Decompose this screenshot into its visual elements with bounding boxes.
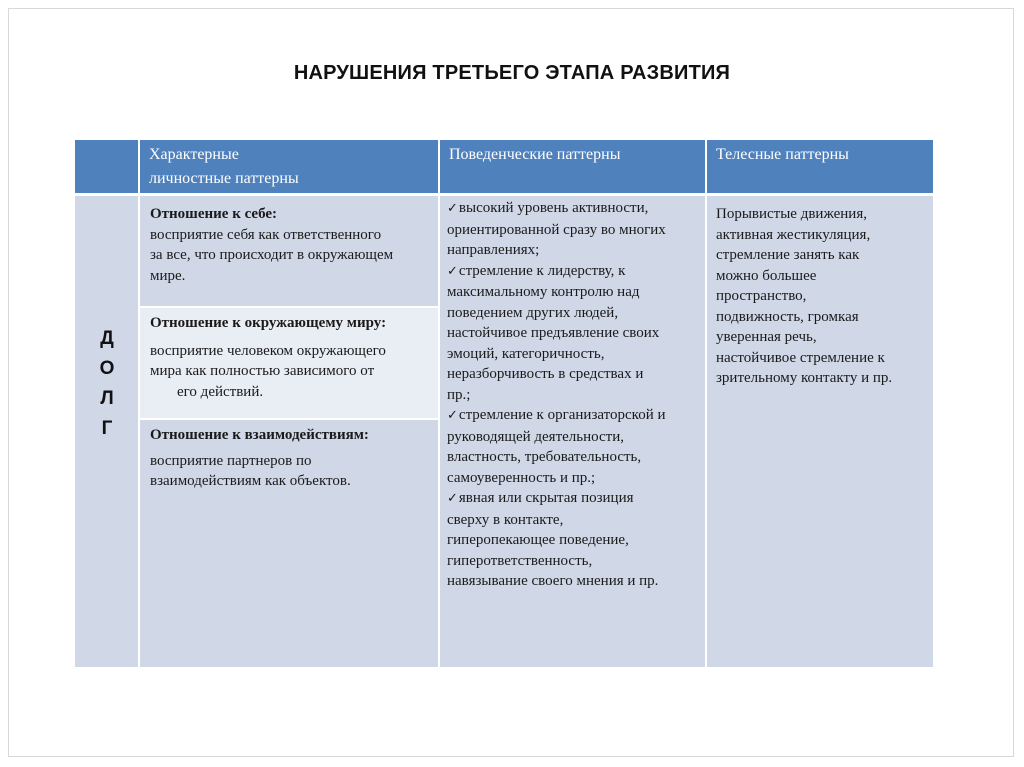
behavioral-line: эмоций, категоричность, — [447, 345, 605, 362]
behavioral-line: высокий уровень активности, — [458, 200, 649, 216]
personal-self-text-line: за все, что происходит в окружающем — [150, 247, 394, 263]
personal-world-cell — [139, 307, 439, 419]
bodily-line: зрительному контакту и пр. — [716, 370, 893, 386]
behavioral-line: сверху в контакте, — [447, 511, 564, 528]
header-personal-line1: Характерные — [149, 146, 239, 163]
behavioral-line: руководящей деятельности, — [447, 428, 625, 445]
bodily-line: пространство, — [716, 288, 807, 304]
header-personal-line2: личностные паттерны — [149, 170, 299, 187]
behavioral-line: неразборчивость в средствах и — [447, 366, 644, 382]
grid-line — [138, 140, 140, 667]
behavioral-item — [447, 261, 698, 406]
page-title: НАРУШЕНИЯ ТРЕТЬЕГО ЭТАПА РАЗВИТИЯ — [293, 62, 731, 84]
bodily-cell — [706, 194, 933, 667]
personal-self-cell — [139, 194, 439, 307]
grid-line — [75, 193, 933, 196]
personal-self-text-line: мире. — [150, 267, 186, 284]
grid-line — [139, 306, 439, 308]
row-label-letter: Л — [100, 388, 114, 409]
row-label-cell — [75, 194, 139, 667]
grid-line — [438, 140, 440, 667]
personal-world-text-line: мира как полностью зависимого от — [150, 363, 375, 379]
behavioral-line: властность, требовательность, — [447, 449, 642, 465]
row-label-letter: Д — [100, 328, 114, 349]
bodily-line: Порывистые движения, — [716, 206, 867, 222]
bodily-line: подвижность, громкая — [716, 308, 859, 325]
row-label-letter: Г — [101, 418, 113, 439]
patterns-table — [75, 140, 933, 667]
behavioral-item — [447, 198, 698, 261]
behavioral-list — [447, 198, 698, 592]
bodily-line: уверенная речь, — [716, 329, 817, 345]
behavioral-line: явная или скрытая позиция — [458, 490, 634, 506]
personal-interaction-cell — [139, 419, 439, 667]
checkmark-icon: ✓ — [447, 201, 458, 216]
row-label — [75, 324, 139, 444]
grid-line — [705, 140, 707, 667]
row-label-letter: О — [99, 358, 115, 379]
behavioral-line: ориентированной сразу во многих — [447, 221, 666, 238]
checkmark-icon: ✓ — [447, 408, 458, 423]
bodily-line: настойчивое стремление к — [716, 349, 885, 366]
behavioral-line: самоуверенность и пр.; — [447, 469, 596, 486]
behavioral-line: пр.; — [447, 386, 471, 403]
checkmark-icon: ✓ — [447, 263, 458, 279]
personal-self-heading: Отношение к себе: — [150, 206, 278, 222]
header-personal-patterns — [139, 140, 439, 194]
behavioral-line: направлениях; — [447, 242, 540, 258]
behavioral-line: навязывание своего мнения и пр. — [447, 573, 659, 589]
personal-world-heading: Отношение к окружающему миру: — [150, 315, 387, 331]
header-corner — [75, 140, 139, 194]
personal-interaction-heading: Отношение к взаимодействиям: — [150, 427, 369, 443]
behavioral-line: гиперответственность, — [447, 552, 593, 569]
personal-self-text-line: восприятие себя как ответственного — [150, 226, 382, 243]
personal-world-text-line: восприятие человеком окружающего — [150, 342, 386, 359]
checkmark-icon: ✓ — [447, 491, 458, 506]
personal-world-text-line: его действий. — [177, 383, 264, 400]
behavioral-line: настойчивое предъявление своих — [447, 325, 660, 341]
behavioral-cell — [439, 194, 706, 667]
behavioral-line: поведением других людей, — [447, 304, 619, 321]
bodily-line: можно большее — [716, 267, 817, 284]
header-bodily-patterns: Телесные паттерны — [706, 140, 933, 194]
personal-interaction-text-line: взаимодействиям как объектов. — [150, 473, 351, 489]
behavioral-line: максимальному контролю над — [447, 284, 640, 300]
bodily-line: активная жестикуляция, — [716, 226, 871, 243]
header-behavioral-patterns: Поведенческие паттерны — [439, 140, 706, 194]
personal-interaction-text-line: восприятие партнеров по — [150, 452, 312, 469]
behavioral-line: гиперопекающее поведение, — [447, 532, 629, 548]
grid-line — [139, 418, 439, 420]
bodily-line: стремление занять как — [716, 247, 860, 263]
behavioral-line: стремление к лидерству, к — [458, 262, 626, 279]
behavioral-item — [447, 405, 698, 488]
behavioral-line: стремление к организаторской и — [458, 407, 666, 423]
behavioral-item — [447, 488, 698, 592]
